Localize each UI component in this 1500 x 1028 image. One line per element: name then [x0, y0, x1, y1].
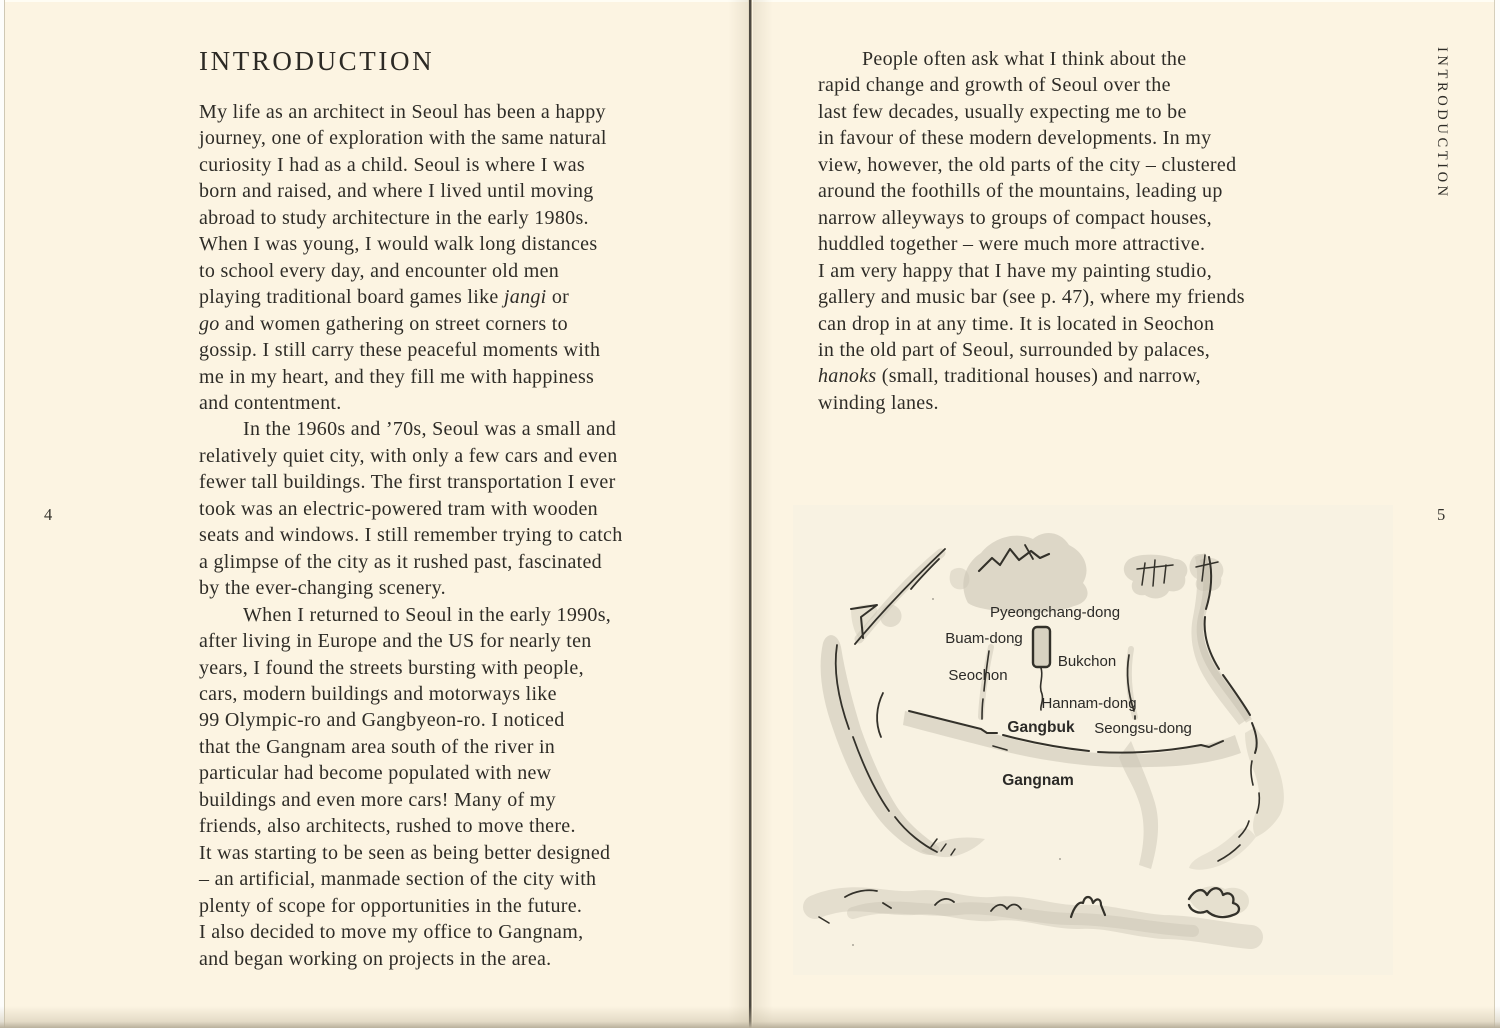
text-line: huddled together – were much more attractive.	[818, 233, 1206, 256]
text-line: seats and windows. I still remember trying to catch	[199, 524, 623, 547]
text-line: It was starting to be seen as being better designed	[199, 841, 611, 864]
map-label-seochon: Seochon	[948, 667, 1008, 684]
map-label-gangnam: Gangnam	[1002, 772, 1074, 789]
text-line: particular had become populated with new	[199, 762, 552, 785]
text-line: view, however, the old parts of the city – clustered	[818, 153, 1237, 176]
text-line: after living in Europe and the US for nearly ten	[199, 630, 592, 653]
text-line: took was an electric-powered tram with wooden	[199, 497, 598, 520]
text-line: friends, also architects, rushed to move there.	[199, 815, 576, 838]
text-line: narrow alleyways to groups of compact houses,	[818, 206, 1212, 229]
map-label-gangbuk: Gangbuk	[1007, 719, 1075, 736]
text-line: playing traditional board games like jangi or	[199, 286, 570, 309]
right-page-body-text	[818, 46, 1318, 416]
text-line: When I returned to Seoul in the early 1990s,	[243, 603, 612, 626]
map-label-pyeongchang-dong: Pyeongchang-dong	[989, 604, 1121, 621]
text-line: around the foothills of the mountains, leading up	[818, 180, 1223, 203]
chapter-heading: INTRODUCTION	[199, 46, 435, 76]
text-line: me in my heart, and they fill me with happiness	[199, 365, 595, 388]
text-line: When I was young, I would walk long distances	[199, 233, 598, 256]
running-head-vertical: INTRODUCTION	[1434, 47, 1450, 200]
paper-bottom-shadow	[0, 1006, 1500, 1028]
text-line: born and raised, and where I lived until moving	[199, 180, 594, 203]
text-line: a glimpse of the city as it rushed past, fascinated	[199, 550, 602, 573]
map-label-buam-dong: Buam-dong	[945, 630, 1023, 647]
text-line: plenty of scope for opportunities in the future.	[199, 894, 583, 917]
text-line: People often ask what I think about the	[862, 48, 1187, 70]
gutter-shadow-right	[753, 0, 773, 1028]
map-label-bukchon: Bukchon	[1057, 653, 1117, 670]
text-line: I also decided to move my office to Gangnam,	[199, 921, 584, 944]
book-gutter	[748, 0, 753, 1028]
text-line: relatively quiet city, with only a few cars and even	[199, 444, 618, 467]
page-number-left: 4	[44, 505, 53, 524]
text-line: 99 Olympic-ro and Gangbyeon-ro. I noticed	[199, 709, 565, 732]
text-line: go and women gathering on street corners to	[199, 312, 568, 335]
text-line: years, I found the streets bursting with people,	[199, 656, 584, 679]
text-line: gossip. I still carry these peaceful moments with	[199, 339, 601, 362]
paper-left-edge-line	[4, 0, 5, 1028]
map-label-hannam-dong: Hannam-dong	[1041, 695, 1137, 712]
text-line: in favour of these modern developments. In my	[818, 127, 1212, 150]
text-line: abroad to study architecture in the early 1980s.	[199, 206, 589, 229]
seoul-ink-map	[793, 505, 1393, 975]
paper-right-edge	[1495, 0, 1500, 1028]
text-line: journey, one of exploration with the same natural	[199, 127, 607, 150]
text-line: in the old part of Seoul, surrounded by palaces,	[818, 338, 1211, 361]
text-line: In the 1960s and ’70s, Seoul was a small and	[243, 418, 617, 441]
left-page-body-text	[199, 99, 699, 972]
text-line: I am very happy that I have my painting studio,	[818, 259, 1213, 282]
text-line: My life as an architect in Seoul has been a happy	[199, 101, 606, 123]
text-line: winding lanes.	[818, 391, 939, 414]
paper-right-edge-line	[1494, 0, 1495, 1028]
text-line: fewer tall buildings. The first transportation I ever	[199, 471, 616, 494]
text-line: cars, modern buildings and motorways like	[199, 682, 557, 705]
gutter-shadow-left	[728, 0, 748, 1028]
text-line: and began working on projects in the area.	[199, 947, 552, 970]
text-line: to school every day, and encounter old men	[199, 259, 560, 282]
text-line: and contentment.	[199, 391, 342, 414]
text-line: curiosity I had as a child. Seoul is where I was	[199, 153, 585, 176]
text-line: gallery and music bar (see p. 47), where my friends	[818, 286, 1245, 309]
text-line: hanoks (small, traditional houses) and narrow,	[818, 365, 1201, 388]
map-label-seongsu-dong: Seongsu-dong	[1094, 720, 1192, 737]
text-line: – an artificial, manmade section of the city with	[199, 868, 597, 891]
text-line: last few decades, usually expecting me to be	[818, 100, 1187, 123]
text-line: that the Gangnam area south of the river in	[199, 735, 556, 758]
text-line: rapid change and growth of Seoul over the	[818, 74, 1171, 97]
text-line: buildings and even more cars! Many of my	[199, 788, 556, 811]
text-line: by the ever-changing scenery.	[199, 577, 446, 600]
text-line: can drop in at any time. It is located in Seochon	[818, 312, 1215, 335]
page-number-right: 5	[1437, 505, 1446, 524]
